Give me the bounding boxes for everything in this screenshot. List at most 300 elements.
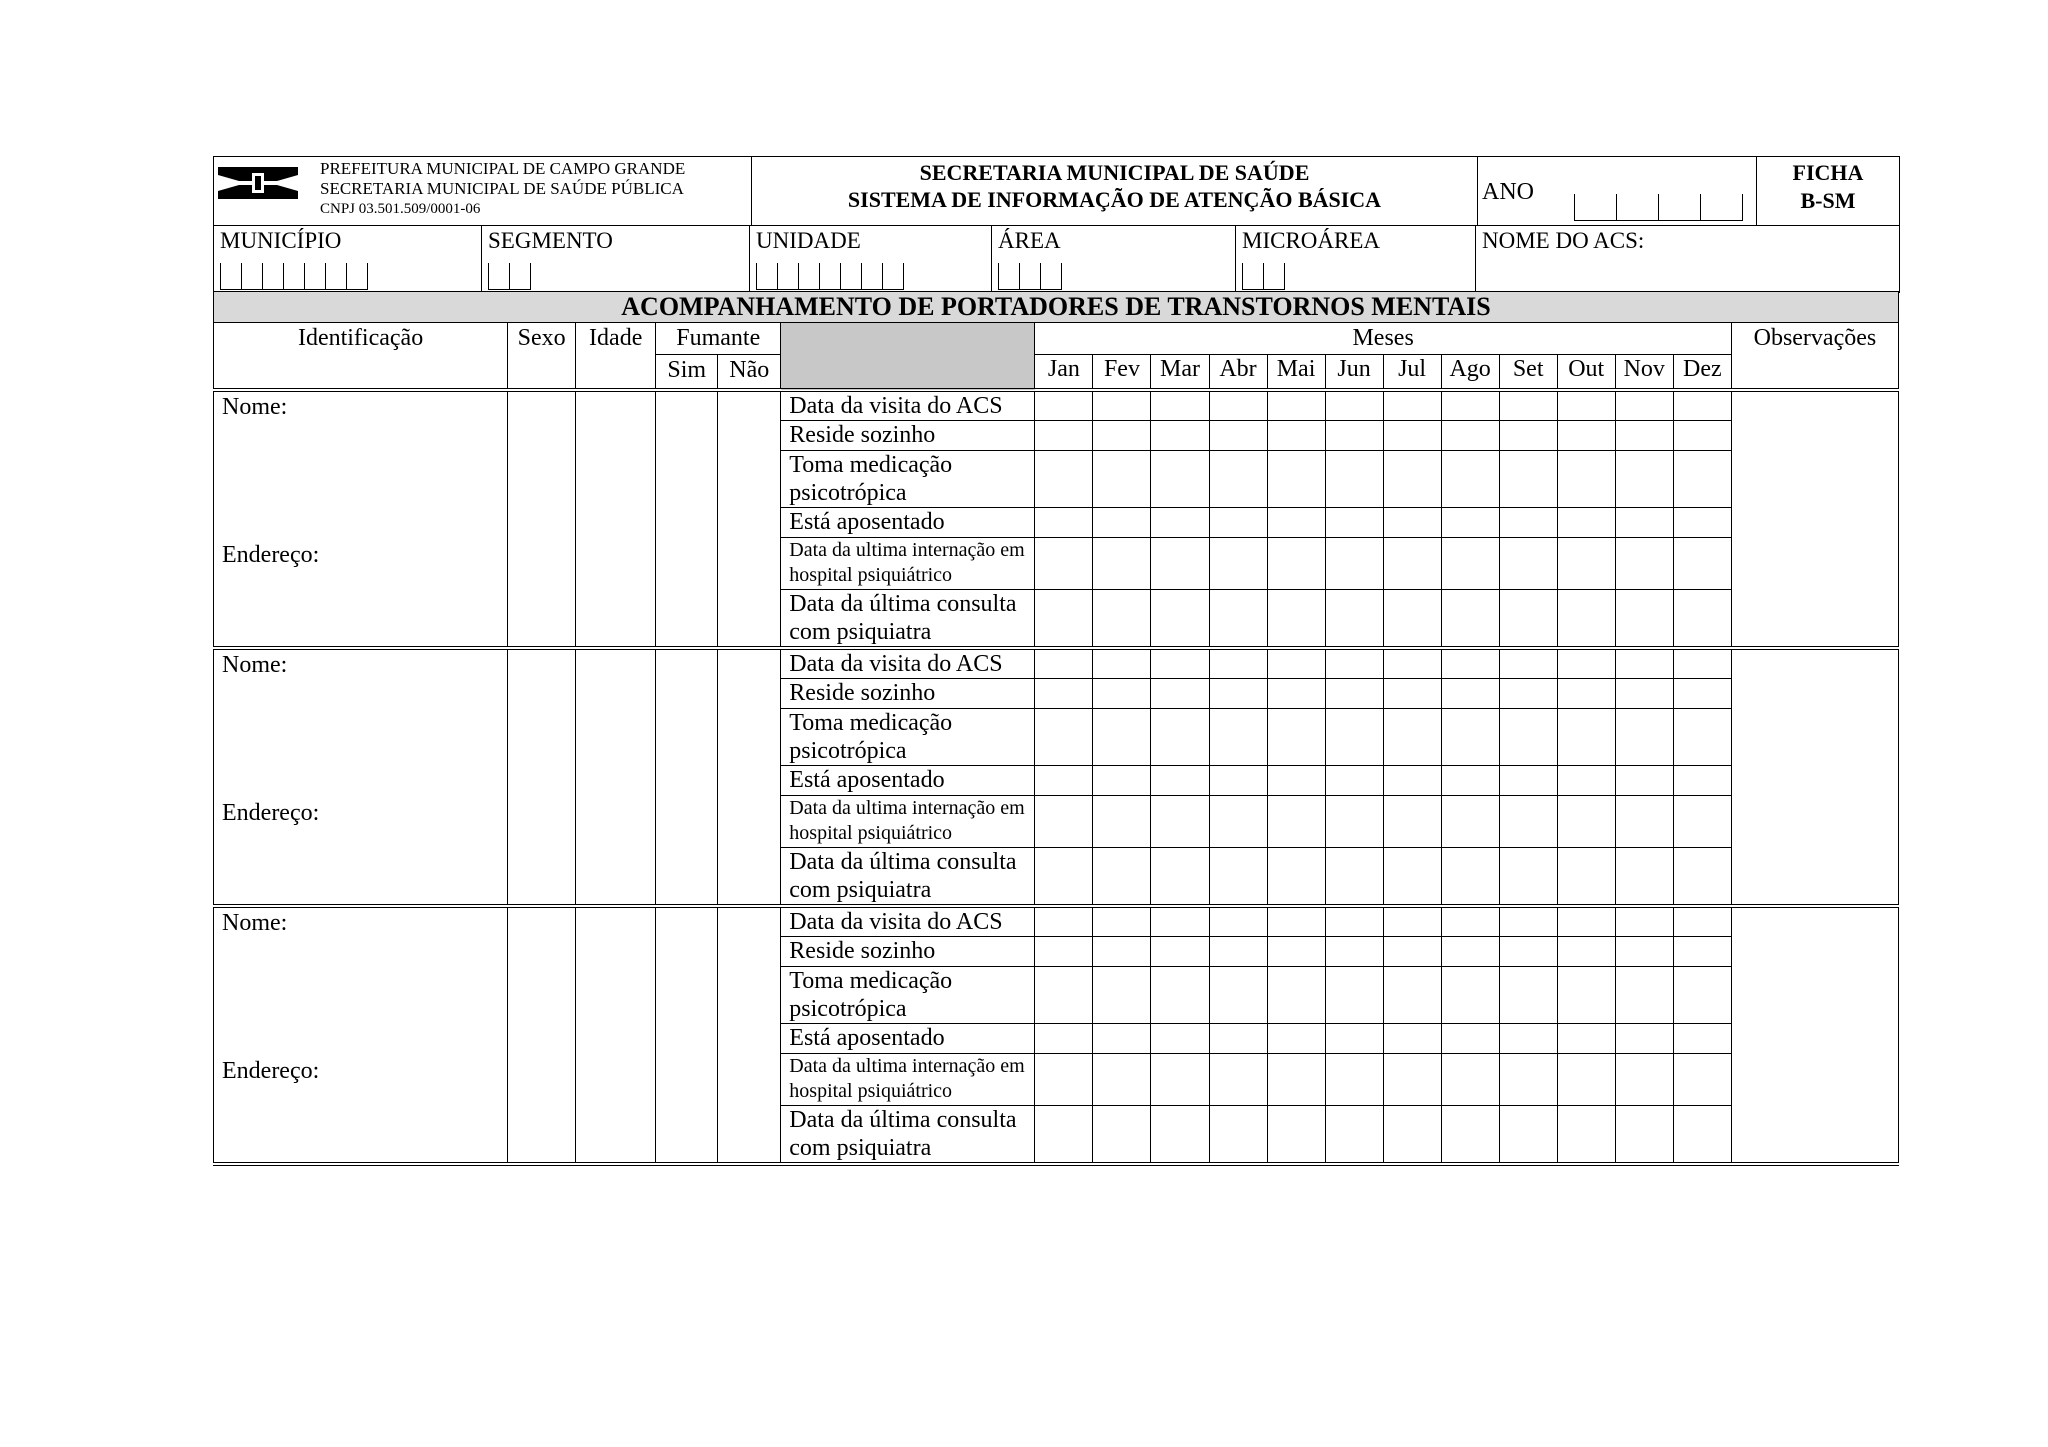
item-label: Data da última consulta com psiquiatra (781, 590, 1035, 649)
month-entry-cell[interactable] (1035, 508, 1093, 538)
month-entry-cell[interactable] (1441, 1054, 1499, 1106)
month-entry-cell[interactable] (1383, 648, 1441, 679)
item-label: Está aposentado (781, 1024, 1035, 1054)
month-entry-cell[interactable] (1035, 1024, 1093, 1054)
month-entry-cell[interactable] (1557, 451, 1615, 508)
month-entry-cell[interactable] (1151, 1054, 1209, 1106)
idade-cell[interactable] (576, 648, 656, 906)
fumante-sim-cell[interactable] (656, 906, 718, 1164)
month-entry-cell[interactable] (1209, 848, 1267, 907)
item-label: Está aposentado (781, 508, 1035, 538)
institution-text (320, 159, 685, 219)
month-entry-cell[interactable] (1441, 648, 1499, 679)
month-entry-cell[interactable] (1151, 1024, 1209, 1054)
item-label: Data da visita do ACS (781, 906, 1035, 937)
month-entry-cell[interactable] (1093, 508, 1151, 538)
fumante-nao-cell[interactable] (718, 648, 781, 906)
month-entry-cell[interactable] (1499, 590, 1557, 649)
month-entry-cell[interactable] (1615, 390, 1673, 421)
month-entry-cell[interactable] (1441, 590, 1499, 649)
month-entry-cell[interactable] (1267, 1024, 1325, 1054)
month-entry-cell[interactable] (1673, 1106, 1731, 1165)
month-entry-cell[interactable] (1151, 421, 1209, 451)
location-fields (213, 225, 1900, 293)
month-entry-cell[interactable] (1441, 766, 1499, 796)
month-entry-cell[interactable] (1615, 538, 1673, 590)
month-entry-cell[interactable] (1557, 1054, 1615, 1106)
month-entry-cell[interactable] (1325, 451, 1383, 508)
month-entry-cell[interactable] (1151, 648, 1209, 679)
unidade-label: UNIDADE (756, 227, 861, 253)
month-entry-cell[interactable] (1209, 451, 1267, 508)
item-label: Data da ultima internação em hospital psiquiátrico (781, 538, 1035, 590)
nome-acs-field[interactable] (1476, 225, 1900, 292)
month-entry-cell[interactable] (1499, 906, 1557, 937)
month-entry-cell[interactable] (1615, 451, 1673, 508)
nome-label: Nome: (222, 394, 288, 420)
coat-of-arms-icon (218, 167, 298, 199)
observacoes-cell[interactable] (1731, 906, 1898, 1164)
month-entry-cell[interactable] (1035, 766, 1093, 796)
month-entry-cell[interactable] (1325, 590, 1383, 649)
month-entry-cell[interactable] (1093, 390, 1151, 421)
month-entry-cell[interactable] (1383, 590, 1441, 649)
month-entry-cell[interactable] (1093, 709, 1151, 766)
month-entry-cell[interactable] (1557, 538, 1615, 590)
month-entry-cell[interactable] (1093, 796, 1151, 848)
month-entry-cell[interactable] (1325, 538, 1383, 590)
month-entry-cell[interactable] (1499, 967, 1557, 1024)
month-entry-cell[interactable] (1383, 538, 1441, 590)
month-entry-cell[interactable] (1557, 590, 1615, 649)
month-entry-cell[interactable] (1209, 766, 1267, 796)
month-entry-cell[interactable] (1557, 679, 1615, 709)
nome-label: Nome: (222, 910, 288, 936)
area-boxes[interactable] (998, 263, 1062, 290)
fumante-nao-cell[interactable] (718, 390, 781, 648)
month-entry-cell[interactable] (1209, 967, 1267, 1024)
form-title (752, 157, 1478, 226)
month-entry-cell[interactable] (1093, 538, 1151, 590)
month-entry-cell[interactable] (1615, 1024, 1673, 1054)
item-label: Toma medicação psicotrópica (781, 451, 1035, 508)
month-entry-cell[interactable] (1615, 508, 1673, 538)
month-entry-cell[interactable] (1209, 648, 1267, 679)
month-entry-cell[interactable] (1325, 766, 1383, 796)
ano-cell[interactable] (1478, 157, 1757, 226)
month-entry-cell[interactable] (1557, 906, 1615, 937)
month-entry-cell[interactable] (1499, 1106, 1557, 1165)
sexo-cell[interactable] (508, 390, 576, 648)
municipio-boxes[interactable] (220, 263, 368, 290)
observacoes-cell[interactable] (1731, 390, 1898, 648)
month-header: Jul (1383, 354, 1441, 390)
month-entry-cell[interactable] (1499, 648, 1557, 679)
fumante-sim-cell[interactable] (656, 648, 718, 906)
ficha-label: FICHA (1792, 160, 1864, 185)
month-entry-cell[interactable] (1383, 1106, 1441, 1165)
month-entry-cell[interactable] (1615, 906, 1673, 937)
month-entry-cell[interactable] (1557, 1024, 1615, 1054)
month-entry-cell[interactable] (1557, 848, 1615, 907)
month-entry-cell[interactable] (1673, 590, 1731, 649)
municipio-field[interactable] (214, 225, 482, 292)
month-entry-cell[interactable] (1093, 967, 1151, 1024)
col-identificacao: Identificação (214, 322, 508, 390)
monitoring-grid (213, 322, 1899, 1167)
month-entry-cell[interactable] (1557, 709, 1615, 766)
month-entry-cell[interactable] (1673, 538, 1731, 590)
month-entry-cell[interactable] (1441, 679, 1499, 709)
month-entry-cell[interactable] (1673, 648, 1731, 679)
month-entry-cell[interactable] (1151, 590, 1209, 649)
microarea-boxes[interactable] (1242, 263, 1285, 290)
person-row (214, 906, 1899, 937)
month-entry-cell[interactable] (1383, 967, 1441, 1024)
month-entry-cell[interactable] (1383, 796, 1441, 848)
month-entry-cell[interactable] (1209, 390, 1267, 421)
month-entry-cell[interactable] (1151, 906, 1209, 937)
month-entry-cell[interactable] (1673, 1054, 1731, 1106)
banner-title: ACOMPANHAMENTO DE PORTADORES DE TRANSTORNOS MENTAIS (214, 292, 1899, 323)
month-entry-cell[interactable] (1325, 906, 1383, 937)
month-entry-cell[interactable] (1093, 421, 1151, 451)
month-entry-cell[interactable] (1151, 538, 1209, 590)
unidade-boxes[interactable] (756, 263, 904, 290)
month-entry-cell[interactable] (1441, 967, 1499, 1024)
person-row (214, 390, 1899, 421)
month-entry-cell[interactable] (1615, 679, 1673, 709)
month-entry-cell[interactable] (1673, 967, 1731, 1024)
fumante-nao-cell[interactable] (718, 906, 781, 1164)
month-entry-cell[interactable] (1615, 967, 1673, 1024)
area-label: ÁREA (998, 227, 1061, 253)
month-entry-cell[interactable] (1441, 937, 1499, 967)
month-entry-cell[interactable] (1267, 967, 1325, 1024)
identification-cell[interactable] (214, 906, 508, 1164)
microarea-field[interactable] (1236, 225, 1476, 292)
month-entry-cell[interactable] (1267, 709, 1325, 766)
ano-boxes[interactable] (1574, 194, 1743, 221)
month-entry-cell[interactable] (1035, 590, 1093, 649)
month-entry-cell[interactable] (1441, 421, 1499, 451)
item-label: Data da ultima internação em hospital psiquiátrico (781, 1054, 1035, 1106)
month-entry-cell[interactable] (1267, 796, 1325, 848)
item-label: Reside sozinho (781, 679, 1035, 709)
month-entry-cell[interactable] (1325, 679, 1383, 709)
month-entry-cell[interactable] (1325, 796, 1383, 848)
month-entry-cell[interactable] (1383, 421, 1441, 451)
month-entry-cell[interactable] (1093, 1054, 1151, 1106)
sexo-cell[interactable] (508, 906, 576, 1164)
month-entry-cell[interactable] (1151, 679, 1209, 709)
month-entry-cell[interactable] (1441, 390, 1499, 421)
ficha-code (1757, 157, 1900, 226)
month-entry-cell[interactable] (1209, 590, 1267, 649)
month-entry-cell[interactable] (1093, 937, 1151, 967)
form-sheet (213, 156, 1899, 1166)
month-entry-cell[interactable] (1615, 937, 1673, 967)
month-entry-cell[interactable] (1557, 421, 1615, 451)
col-observacoes: Observações (1731, 322, 1898, 390)
month-entry-cell[interactable] (1325, 1024, 1383, 1054)
month-entry-cell[interactable] (1441, 1106, 1499, 1165)
month-entry-cell[interactable] (1035, 967, 1093, 1024)
col-fumante: Fumante (656, 322, 781, 354)
month-header: Nov (1615, 354, 1673, 390)
title-line: SECRETARIA MUNICIPAL DE SAÚDE (919, 160, 1310, 185)
month-entry-cell[interactable] (1035, 906, 1093, 937)
month-entry-cell[interactable] (1383, 1024, 1441, 1054)
month-entry-cell[interactable] (1267, 390, 1325, 421)
month-entry-cell[interactable] (1035, 538, 1093, 590)
month-entry-cell[interactable] (1267, 421, 1325, 451)
month-entry-cell[interactable] (1499, 709, 1557, 766)
month-entry-cell[interactable] (1383, 390, 1441, 421)
month-entry-cell[interactable] (1209, 1106, 1267, 1165)
month-entry-cell[interactable] (1151, 508, 1209, 538)
month-entry-cell[interactable] (1383, 709, 1441, 766)
month-entry-cell[interactable] (1615, 421, 1673, 451)
month-entry-cell[interactable] (1151, 451, 1209, 508)
month-entry-cell[interactable] (1499, 796, 1557, 848)
month-entry-cell[interactable] (1557, 766, 1615, 796)
month-entry-cell[interactable] (1441, 508, 1499, 538)
month-entry-cell[interactable] (1615, 766, 1673, 796)
month-entry-cell[interactable] (1325, 848, 1383, 907)
month-entry-cell[interactable] (1499, 937, 1557, 967)
month-entry-cell[interactable] (1325, 648, 1383, 679)
month-entry-cell[interactable] (1673, 421, 1731, 451)
month-entry-cell[interactable] (1499, 451, 1557, 508)
month-entry-cell[interactable] (1441, 796, 1499, 848)
observacoes-cell[interactable] (1731, 648, 1898, 906)
microarea-label: MICROÁREA (1242, 227, 1381, 253)
month-entry-cell[interactable] (1209, 1054, 1267, 1106)
month-entry-cell[interactable] (1093, 679, 1151, 709)
grey-header-cell (781, 322, 1035, 390)
month-entry-cell[interactable] (1267, 648, 1325, 679)
month-entry-cell[interactable] (1673, 679, 1731, 709)
month-entry-cell[interactable] (1209, 906, 1267, 937)
month-entry-cell[interactable] (1151, 1106, 1209, 1165)
area-field[interactable] (992, 225, 1236, 292)
month-entry-cell[interactable] (1673, 766, 1731, 796)
month-entry-cell[interactable] (1383, 937, 1441, 967)
month-entry-cell[interactable] (1383, 1054, 1441, 1106)
ficha-id: B-SM (1800, 188, 1856, 213)
month-entry-cell[interactable] (1209, 538, 1267, 590)
month-entry-cell[interactable] (1151, 937, 1209, 967)
item-label: Data da última consulta com psiquiatra (781, 1106, 1035, 1165)
month-entry-cell[interactable] (1325, 421, 1383, 451)
month-entry-cell[interactable] (1499, 421, 1557, 451)
month-entry-cell[interactable] (1035, 709, 1093, 766)
person-row (214, 648, 1899, 679)
month-entry-cell[interactable] (1499, 848, 1557, 907)
month-entry-cell[interactable] (1673, 1024, 1731, 1054)
month-entry-cell[interactable] (1267, 848, 1325, 907)
month-entry-cell[interactable] (1557, 508, 1615, 538)
month-entry-cell[interactable] (1035, 421, 1093, 451)
month-entry-cell[interactable] (1035, 848, 1093, 907)
month-entry-cell[interactable] (1383, 508, 1441, 538)
section-banner (213, 291, 1899, 323)
item-label: Data da visita do ACS (781, 648, 1035, 679)
sexo-cell[interactable] (508, 648, 576, 906)
month-entry-cell[interactable] (1557, 967, 1615, 1024)
month-entry-cell[interactable] (1673, 848, 1731, 907)
month-header: Jun (1325, 354, 1383, 390)
month-entry-cell[interactable] (1383, 766, 1441, 796)
month-entry-cell[interactable] (1499, 508, 1557, 538)
month-entry-cell[interactable] (1615, 1054, 1673, 1106)
month-entry-cell[interactable] (1151, 709, 1209, 766)
month-header: Jan (1035, 354, 1093, 390)
month-entry-cell[interactable] (1267, 1106, 1325, 1165)
month-entry-cell[interactable] (1093, 1106, 1151, 1165)
month-entry-cell[interactable] (1151, 766, 1209, 796)
month-entry-cell[interactable] (1615, 796, 1673, 848)
endereco-label: Endereço: (222, 800, 320, 826)
month-entry-cell[interactable] (1035, 1106, 1093, 1165)
month-entry-cell[interactable] (1209, 709, 1267, 766)
month-entry-cell[interactable] (1325, 508, 1383, 538)
month-header: Out (1557, 354, 1615, 390)
item-label: Data da ultima internação em hospital psiquiátrico (781, 796, 1035, 848)
month-entry-cell[interactable] (1035, 1054, 1093, 1106)
month-entry-cell[interactable] (1383, 679, 1441, 709)
month-entry-cell[interactable] (1267, 679, 1325, 709)
month-entry-cell[interactable] (1673, 709, 1731, 766)
month-entry-cell[interactable] (1673, 937, 1731, 967)
month-entry-cell[interactable] (1557, 390, 1615, 421)
month-header: Set (1499, 354, 1557, 390)
month-entry-cell[interactable] (1325, 390, 1383, 421)
month-entry-cell[interactable] (1615, 709, 1673, 766)
month-entry-cell[interactable] (1557, 648, 1615, 679)
month-entry-cell[interactable] (1035, 648, 1093, 679)
identification-cell[interactable] (214, 390, 508, 648)
month-entry-cell[interactable] (1267, 508, 1325, 538)
month-header: Mai (1267, 354, 1325, 390)
month-entry-cell[interactable] (1673, 508, 1731, 538)
month-entry-cell[interactable] (1383, 906, 1441, 937)
ano-label: ANO (1482, 179, 1534, 205)
month-entry-cell[interactable] (1267, 906, 1325, 937)
month-entry-cell[interactable] (1267, 937, 1325, 967)
month-entry-cell[interactable] (1093, 590, 1151, 649)
month-entry-cell[interactable] (1093, 648, 1151, 679)
month-entry-cell[interactable] (1035, 679, 1093, 709)
month-entry-cell[interactable] (1035, 796, 1093, 848)
month-entry-cell[interactable] (1209, 796, 1267, 848)
month-entry-cell[interactable] (1673, 906, 1731, 937)
month-entry-cell[interactable] (1499, 538, 1557, 590)
idade-cell[interactable] (576, 906, 656, 1164)
month-entry-cell[interactable] (1441, 1024, 1499, 1054)
month-entry-cell[interactable] (1151, 848, 1209, 907)
month-entry-cell[interactable] (1441, 451, 1499, 508)
month-entry-cell[interactable] (1499, 679, 1557, 709)
month-entry-cell[interactable] (1267, 590, 1325, 649)
month-entry-cell[interactable] (1615, 1106, 1673, 1165)
month-entry-cell[interactable] (1615, 848, 1673, 907)
month-entry-cell[interactable] (1093, 451, 1151, 508)
month-entry-cell[interactable] (1673, 451, 1731, 508)
month-entry-cell[interactable] (1441, 538, 1499, 590)
segmento-field[interactable] (482, 225, 750, 292)
month-entry-cell[interactable] (1209, 1024, 1267, 1054)
month-entry-cell[interactable] (1615, 590, 1673, 649)
month-entry-cell[interactable] (1615, 648, 1673, 679)
month-entry-cell[interactable] (1325, 937, 1383, 967)
month-entry-cell[interactable] (1499, 766, 1557, 796)
month-entry-cell[interactable] (1325, 1054, 1383, 1106)
month-entry-cell[interactable] (1325, 967, 1383, 1024)
month-entry-cell[interactable] (1035, 937, 1093, 967)
month-entry-cell[interactable] (1209, 937, 1267, 967)
month-entry-cell[interactable] (1499, 1024, 1557, 1054)
month-entry-cell[interactable] (1557, 796, 1615, 848)
month-entry-cell[interactable] (1035, 451, 1093, 508)
month-entry-cell[interactable] (1673, 796, 1731, 848)
month-entry-cell[interactable] (1267, 451, 1325, 508)
month-entry-cell[interactable] (1093, 906, 1151, 937)
municipio-label: MUNICÍPIO (220, 227, 342, 253)
fumante-sim-cell[interactable] (656, 390, 718, 648)
item-label: Reside sozinho (781, 421, 1035, 451)
month-entry-cell[interactable] (1441, 709, 1499, 766)
endereco-label: Endereço: (222, 542, 320, 568)
month-entry-cell[interactable] (1557, 937, 1615, 967)
month-entry-cell[interactable] (1209, 679, 1267, 709)
month-entry-cell[interactable] (1557, 1106, 1615, 1165)
institution-cell (214, 157, 752, 226)
segmento-label: SEGMENTO (488, 227, 613, 253)
identification-cell[interactable] (214, 648, 508, 906)
month-entry-cell[interactable] (1209, 508, 1267, 538)
month-entry-cell[interactable] (1035, 390, 1093, 421)
month-entry-cell[interactable] (1151, 967, 1209, 1024)
month-entry-cell[interactable] (1441, 848, 1499, 907)
item-label: Reside sozinho (781, 937, 1035, 967)
item-label: Está aposentado (781, 766, 1035, 796)
month-entry-cell[interactable] (1441, 906, 1499, 937)
month-entry-cell[interactable] (1151, 796, 1209, 848)
month-entry-cell[interactable] (1383, 848, 1441, 907)
month-entry-cell[interactable] (1209, 421, 1267, 451)
month-entry-cell[interactable] (1267, 538, 1325, 590)
month-entry-cell[interactable] (1383, 451, 1441, 508)
month-entry-cell[interactable] (1325, 709, 1383, 766)
month-entry-cell[interactable] (1151, 390, 1209, 421)
month-entry-cell[interactable] (1093, 1024, 1151, 1054)
month-entry-cell[interactable] (1325, 1106, 1383, 1165)
segmento-boxes[interactable] (488, 263, 531, 290)
col-sexo: Sexo (508, 322, 576, 390)
month-entry-cell[interactable] (1093, 766, 1151, 796)
month-entry-cell[interactable] (1093, 848, 1151, 907)
month-entry-cell[interactable] (1673, 390, 1731, 421)
month-entry-cell[interactable] (1267, 766, 1325, 796)
month-entry-cell[interactable] (1499, 1054, 1557, 1106)
idade-cell[interactable] (576, 390, 656, 648)
col-fumante-nao: Não (718, 354, 781, 390)
month-entry-cell[interactable] (1499, 390, 1557, 421)
unidade-field[interactable] (750, 225, 992, 292)
month-entry-cell[interactable] (1267, 1054, 1325, 1106)
